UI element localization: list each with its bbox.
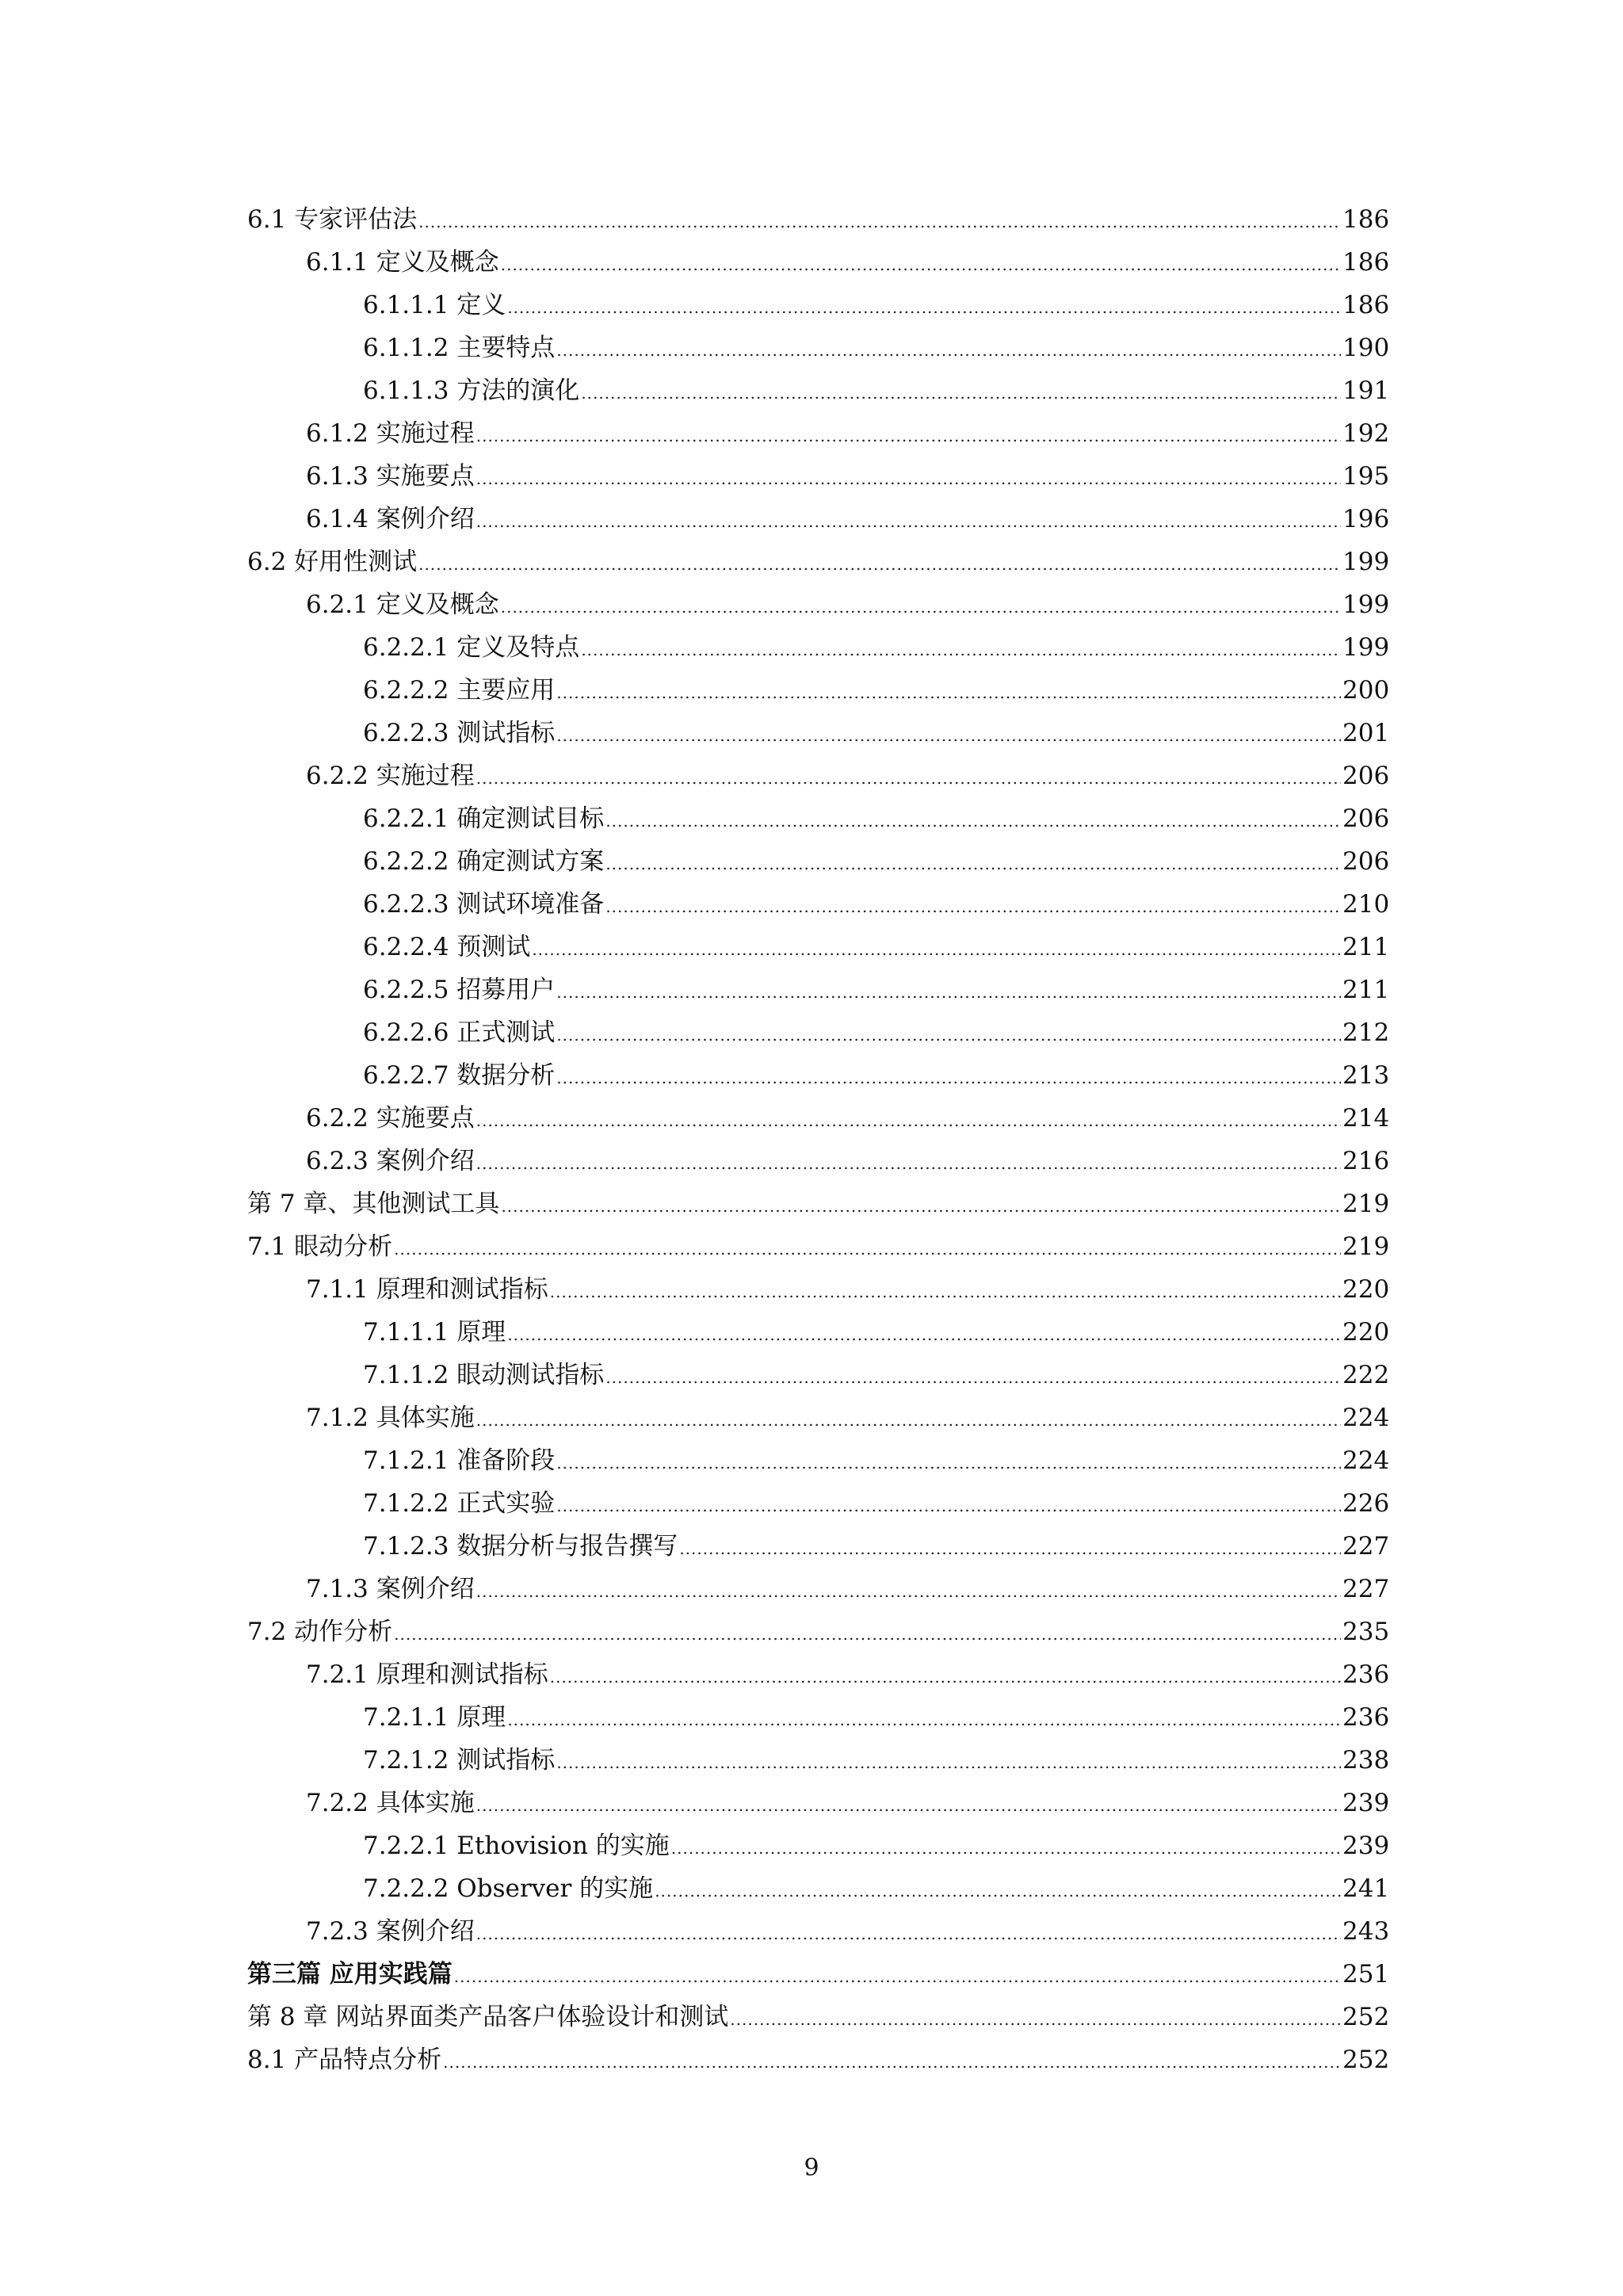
toc-dot-leader — [556, 714, 1341, 757]
toc-entry-title: 6.2.2.7 数据分析 — [363, 1061, 556, 1090]
toc-entry-title: 7.2.2.2 Observer 的实施 — [363, 1874, 654, 1903]
toc-entry-title: 6.2.2.4 预测试 — [363, 933, 531, 961]
toc-entry-page-number: 192 — [1342, 419, 1390, 448]
toc-entry[interactable] — [247, 1439, 1388, 1482]
toc-entry-page-number: 220 — [1342, 1318, 1390, 1347]
toc-dot-leader — [394, 1228, 1341, 1270]
toc-entry[interactable] — [247, 541, 1388, 583]
toc-dot-leader — [550, 1270, 1341, 1313]
toc-dot-leader — [476, 1399, 1341, 1442]
toc-entry-page-number: 222 — [1342, 1361, 1390, 1389]
toc-dot-leader — [476, 1784, 1341, 1827]
toc-entry-title: 7.2.2.1 Ethovision 的实施 — [363, 1832, 670, 1860]
toc-dot-leader — [655, 1870, 1341, 1912]
toc-dot-leader — [476, 457, 1341, 500]
toc-entry[interactable] — [247, 1739, 1388, 1782]
toc-entry[interactable] — [247, 1482, 1388, 1525]
toc-dot-leader — [730, 1998, 1341, 2041]
toc-entry-title: 6.2.2.1 确定测试目标 — [363, 804, 605, 833]
toc-entry-title: 第三篇 应用实践篇 — [247, 1960, 453, 1988]
toc-entry-page-number: 236 — [1342, 1703, 1390, 1732]
toc-entry-page-number: 200 — [1342, 676, 1390, 705]
toc-entry-page-number: 196 — [1342, 505, 1390, 533]
toc-entry[interactable] — [247, 1011, 1388, 1054]
toc-entry-title: 7.2.1.2 测试指标 — [363, 1746, 556, 1775]
toc-dot-leader — [501, 586, 1341, 628]
toc-entry-title: 7.1.1 原理和测试指标 — [306, 1275, 548, 1304]
toc-dot-leader — [556, 329, 1341, 372]
toc-entry[interactable] — [247, 626, 1388, 669]
toc-entry[interactable] — [247, 1054, 1388, 1097]
toc-entry-page-number: 252 — [1342, 2046, 1390, 2074]
toc-entry-title: 6.2 好用性测试 — [247, 548, 418, 576]
toc-entry-page-number: 241 — [1342, 1874, 1390, 1903]
toc-dot-leader — [501, 243, 1341, 286]
toc-entry-title: 8.1 产品特点分析 — [247, 2046, 442, 2074]
toc-dot-leader — [556, 1056, 1341, 1099]
toc-entry-page-number: 199 — [1342, 633, 1390, 662]
toc-entry-title: 7.2.1.1 原理 — [363, 1703, 506, 1732]
toc-dot-leader — [507, 1313, 1341, 1356]
toc-entry-title: 7.1.2.1 准备阶段 — [363, 1446, 556, 1475]
toc-entry-page-number: 210 — [1342, 890, 1390, 919]
toc-entry-title: 第 7 章、其他测试工具 — [247, 1190, 500, 1218]
toc-entry-title: 6.2.2.1 定义及特点 — [363, 633, 580, 662]
toc-entry[interactable] — [247, 327, 1388, 369]
toc-entry-page-number: 201 — [1342, 719, 1390, 747]
toc-dot-leader — [581, 628, 1341, 671]
toc-entry-title: 7.2.2 具体实施 — [306, 1789, 475, 1817]
toc-entry-page-number: 191 — [1342, 376, 1390, 405]
toc-entry-title: 7.2.1 原理和测试指标 — [306, 1660, 548, 1689]
toc-dot-leader — [507, 1698, 1341, 1741]
toc-entry-title: 6.1.1 定义及概念 — [306, 248, 499, 277]
toc-dot-leader — [556, 1484, 1341, 1527]
toc-dot-leader — [476, 1912, 1341, 1955]
toc-entry-title: 6.2.3 案例介绍 — [306, 1147, 475, 1175]
toc-entry-page-number: 238 — [1342, 1746, 1390, 1775]
toc-entry-title: 6.2.2 实施要点 — [306, 1104, 475, 1133]
toc-entry[interactable] — [247, 498, 1388, 541]
toc-entry[interactable] — [247, 1867, 1388, 1910]
toc-dot-leader — [454, 1955, 1341, 1998]
toc-entry[interactable] — [247, 1782, 1388, 1824]
toc-entry[interactable] — [247, 1996, 1388, 2038]
toc-entry-page-number: 186 — [1342, 248, 1390, 277]
toc-entry-page-number: 224 — [1342, 1446, 1390, 1475]
toc-entry-page-number: 211 — [1342, 976, 1390, 1004]
toc-entry[interactable] — [247, 1696, 1388, 1739]
toc-dot-leader — [418, 543, 1341, 586]
toc-entry-title: 6.2.2.3 测试环境准备 — [363, 890, 605, 919]
toc-entry-page-number: 227 — [1342, 1575, 1390, 1603]
toc-entry[interactable] — [247, 797, 1388, 840]
toc-entry[interactable] — [247, 712, 1388, 755]
toc-dot-leader — [581, 372, 1341, 415]
toc-entry-page-number: 199 — [1342, 590, 1390, 619]
toc-entry-page-number: 251 — [1342, 1960, 1390, 1988]
toc-entry-title: 第 8 章 网站界面类产品客户体验设计和测试 — [247, 2003, 729, 2031]
toc-entry[interactable] — [247, 1354, 1388, 1396]
toc-entry-page-number: 216 — [1342, 1147, 1390, 1175]
toc-entry-title: 6.2.2.5 招募用户 — [363, 976, 556, 1004]
toc-dot-leader — [418, 201, 1341, 243]
toc-entry-page-number: 227 — [1342, 1532, 1390, 1561]
toc-dot-leader — [507, 286, 1341, 329]
toc-entry[interactable] — [247, 1225, 1388, 1268]
toc-entry-page-number: 236 — [1342, 1660, 1390, 1689]
toc-entry-page-number: 224 — [1342, 1404, 1390, 1432]
toc-dot-leader — [532, 928, 1341, 971]
toc-entry[interactable] — [247, 1140, 1388, 1182]
toc-entry-page-number: 226 — [1342, 1489, 1390, 1518]
toc-entry-page-number: 219 — [1342, 1190, 1390, 1218]
toc-entry[interactable] — [247, 1311, 1388, 1354]
toc-dot-leader — [550, 1656, 1341, 1698]
toc-entry-page-number: 212 — [1342, 1018, 1390, 1047]
toc-entry-title: 6.1 专家评估法 — [247, 205, 418, 234]
toc-entry-title: 6.1.1.2 主要特点 — [363, 334, 556, 362]
toc-entry[interactable] — [247, 455, 1388, 498]
page-number: 9 — [804, 2154, 819, 2182]
toc-entry[interactable] — [247, 1653, 1388, 1696]
toc-entry-page-number: 199 — [1342, 548, 1390, 576]
toc-entry-page-number: 195 — [1342, 462, 1390, 491]
toc-entry-title: 7.1 眼动分析 — [247, 1232, 393, 1261]
toc-entry-page-number: 239 — [1342, 1789, 1390, 1817]
toc-dot-leader — [671, 1827, 1341, 1870]
toc-entry-title: 7.2.3 案例介绍 — [306, 1917, 475, 1946]
toc-dot-leader — [605, 842, 1341, 885]
toc-entry[interactable] — [247, 883, 1388, 926]
toc-entry-page-number: 252 — [1342, 2003, 1390, 2031]
toc-dot-leader — [605, 1356, 1341, 1399]
toc-entry[interactable] — [247, 755, 1388, 797]
toc-entry-page-number: 243 — [1342, 1917, 1390, 1946]
toc-entry-title: 7.1.3 案例介绍 — [306, 1575, 475, 1603]
toc-dot-leader — [443, 2041, 1341, 2084]
toc-entry[interactable] — [247, 1953, 1388, 1996]
toc-entry-title: 6.2.2.3 测试指标 — [363, 719, 556, 747]
toc-entry-page-number: 186 — [1342, 291, 1390, 319]
toc-dot-leader — [476, 500, 1341, 543]
toc-dot-leader — [605, 800, 1341, 842]
toc-entry[interactable] — [247, 1396, 1388, 1439]
toc-dot-leader — [556, 1442, 1341, 1484]
toc-entry-title: 6.1.1.1 定义 — [363, 291, 506, 319]
toc-entry[interactable] — [247, 369, 1388, 412]
toc-entry-page-number: 206 — [1342, 762, 1390, 790]
toc-entry-title: 6.2.2.2 确定测试方案 — [363, 847, 605, 876]
toc-entry[interactable] — [247, 669, 1388, 712]
toc-entry[interactable] — [247, 1568, 1388, 1610]
toc-entry-page-number: 220 — [1342, 1275, 1390, 1304]
toc-entry-title: 7.1.2 具体实施 — [306, 1404, 475, 1432]
toc-entry-page-number: 213 — [1342, 1061, 1390, 1090]
toc-entry[interactable] — [247, 1525, 1388, 1568]
toc-entry-page-number: 190 — [1342, 334, 1390, 362]
toc-entry[interactable] — [247, 1097, 1388, 1140]
toc-entry-title: 6.2.2.6 正式测试 — [363, 1018, 556, 1047]
toc-entry-title: 6.1.2 实施过程 — [306, 419, 475, 448]
toc-dot-leader — [556, 1014, 1341, 1056]
toc-entry-page-number: 211 — [1342, 933, 1390, 961]
toc-entry-title: 7.1.1.1 原理 — [363, 1318, 506, 1347]
toc-entry-title: 7.1.2.2 正式实验 — [363, 1489, 556, 1518]
toc-entry[interactable] — [247, 2038, 1388, 2081]
toc-entry-page-number: 186 — [1342, 205, 1390, 234]
toc-entry[interactable] — [247, 284, 1388, 327]
toc-entry[interactable] — [247, 583, 1388, 626]
table-of-contents — [247, 198, 1388, 2081]
toc-entry-page-number: 214 — [1342, 1104, 1390, 1133]
toc-entry-title: 7.1.1.2 眼动测试指标 — [363, 1361, 605, 1389]
toc-entry[interactable] — [247, 968, 1388, 1011]
toc-dot-leader — [476, 415, 1341, 457]
toc-entry[interactable] — [247, 198, 1388, 241]
toc-dot-leader — [556, 971, 1341, 1014]
toc-entry-title: 7.1.2.3 数据分析与报告撰写 — [363, 1532, 678, 1561]
toc-entry-page-number: 239 — [1342, 1832, 1390, 1860]
toc-entry-title: 7.2 动作分析 — [247, 1618, 393, 1646]
toc-dot-leader — [476, 1142, 1341, 1185]
toc-dot-leader — [556, 1741, 1341, 1784]
toc-dot-leader — [394, 1613, 1341, 1656]
toc-entry-page-number: 235 — [1342, 1618, 1390, 1646]
toc-dot-leader — [476, 757, 1341, 800]
toc-entry[interactable] — [247, 1268, 1388, 1311]
toc-entry[interactable] — [247, 926, 1388, 968]
toc-dot-leader — [476, 1099, 1341, 1142]
toc-entry[interactable] — [247, 1910, 1388, 1953]
toc-entry[interactable] — [247, 840, 1388, 883]
toc-entry-title: 6.1.1.3 方法的演化 — [363, 376, 580, 405]
toc-entry[interactable] — [247, 1182, 1388, 1225]
toc-entry-title: 6.1.3 实施要点 — [306, 462, 475, 491]
toc-entry[interactable] — [247, 412, 1388, 455]
toc-entry-title: 6.1.4 案例介绍 — [306, 505, 475, 533]
toc-entry-page-number: 206 — [1342, 804, 1390, 833]
toc-dot-leader — [556, 671, 1341, 714]
toc-dot-leader — [605, 885, 1341, 928]
toc-entry-title: 6.2.2 实施过程 — [306, 762, 475, 790]
toc-dot-leader — [476, 1570, 1341, 1613]
toc-entry-title: 6.2.1 定义及概念 — [306, 590, 499, 619]
toc-entry-page-number: 206 — [1342, 847, 1390, 876]
toc-entry[interactable] — [247, 241, 1388, 284]
toc-entry-title: 6.2.2.2 主要应用 — [363, 676, 556, 705]
toc-entry[interactable] — [247, 1824, 1388, 1867]
toc-dot-leader — [679, 1527, 1341, 1570]
toc-entry[interactable] — [247, 1610, 1388, 1653]
toc-entry-page-number: 219 — [1342, 1232, 1390, 1261]
toc-dot-leader — [501, 1185, 1341, 1228]
